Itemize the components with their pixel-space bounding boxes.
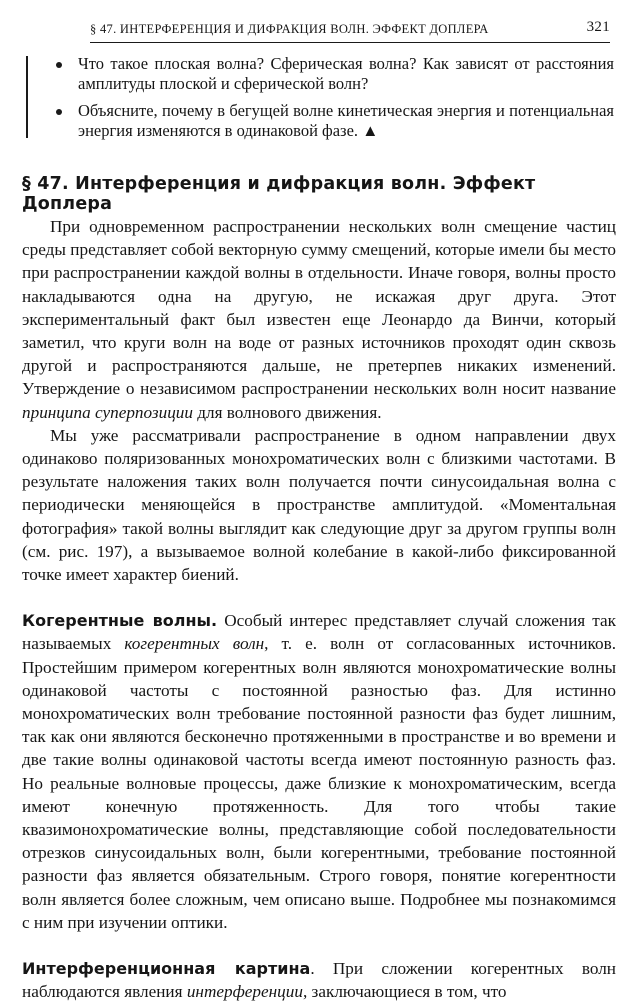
paragraph-superposition xyxy=(22,215,616,424)
inline-heading: Когерентные волны. xyxy=(22,611,218,631)
spacer xyxy=(22,934,616,957)
text-run: Особый интерес представляет случай сложения так называемых xyxy=(22,611,616,654)
text-run: При одновременном распространении нескольких волн смещение частиц среды представляет собой векторную сумму смещений, которые имели бы место при распространении каждой волны в отдельности. Иначе говоря, волны просто накладываются одна на другую, не искажая друг друга. Этот экспериментальный факт был известен еще Леонардо да Винчи, который заметил, что круги волн на воде от разных источников проходят один сквозь другой и распространяются дальше, не претерпев никаких изменений. Утверждение о независимом распространении нескольких волн носит название xyxy=(22,217,616,399)
text-run: для волнового движения. xyxy=(192,402,382,422)
review-questions xyxy=(44,54,614,148)
questions-margin-rule xyxy=(26,56,28,138)
text-run: , заключающиеся в том, что xyxy=(302,982,507,1002)
question-text: Что такое плоская волна? Сферическая волна? Как зависят от расстояния амплитуды плоской и сферической волн? xyxy=(78,54,614,93)
emphasis-term: когерентных волн xyxy=(124,634,265,654)
emphasis-term: принципа суперпозиции xyxy=(22,402,193,422)
paragraph-interference-pattern xyxy=(22,957,616,1003)
spacer xyxy=(22,586,616,609)
running-title: § 47. ИНТЕРФЕРЕНЦИЯ И ДИФРАКЦИЯ ВОЛН. ЭФФЕКТ ДОПЛЕРА xyxy=(90,22,489,36)
running-header xyxy=(90,18,610,43)
bullet-icon xyxy=(56,109,62,115)
paragraph-beats: Мы уже рассматривали распространение в одном направлении двух одинаково поляризованных монохроматических волн с близкими частотами. В результате наложения таких волн получается почти синусоидальная волна с периодически меняющейся в пространстве амплитудой. «Моментальная фотография» такой волны выглядит как следующие друг за другом группы волн (см. рис. 197), а вызываемое волной колебание в какой-либо фиксированной точке имеет характер биений. xyxy=(22,425,616,585)
page-body xyxy=(22,215,616,1004)
emphasis-term: интерференции xyxy=(186,982,303,1002)
paragraph-coherent-waves xyxy=(22,609,616,934)
page-number: 321 xyxy=(586,19,610,35)
section-title: § 47. Интерференция и дифракция волн. Эффект Доплера xyxy=(22,174,536,214)
text-run: . При сложении когерентных волн наблюдаются явления xyxy=(22,959,616,1002)
inline-heading: Интерференционная картина xyxy=(22,959,311,979)
question-item xyxy=(44,101,614,141)
question-text: Объясните, почему в бегущей волне кинетическая энергия и потенциальная энергия изменяются в одинаковой фазе. ▲ xyxy=(78,101,614,140)
text-run: , т. е. волн от согласованных источников. Простейшим примером когерентных волн являются монохроматические волны одинаковой частоты с постоянной разностью фаз. Для истинно монохроматических волн требование постоянной разности фаз будет лишним, так как они являются бесконечно протяженными в пространстве и во времени и две такие волны одинаковой частоты всегда имеют постоянную разность фаз. Но реальные волновые процессы, даже близкие к монохроматическим, всегда имеют конечную протяженность. Для того чтобы такие квазимонохроматические волны, представляющие собой последовательности отрезков синусоидальных волн, были когерентными, требование постоянной разности фаз является обязательным. Строго говоря, понятие когерентности волн является более сложным, чем описано выше. Подробнее мы познакомимся с ним при изучении оптики. xyxy=(22,634,617,932)
question-item xyxy=(44,54,614,94)
bullet-icon xyxy=(56,62,62,68)
